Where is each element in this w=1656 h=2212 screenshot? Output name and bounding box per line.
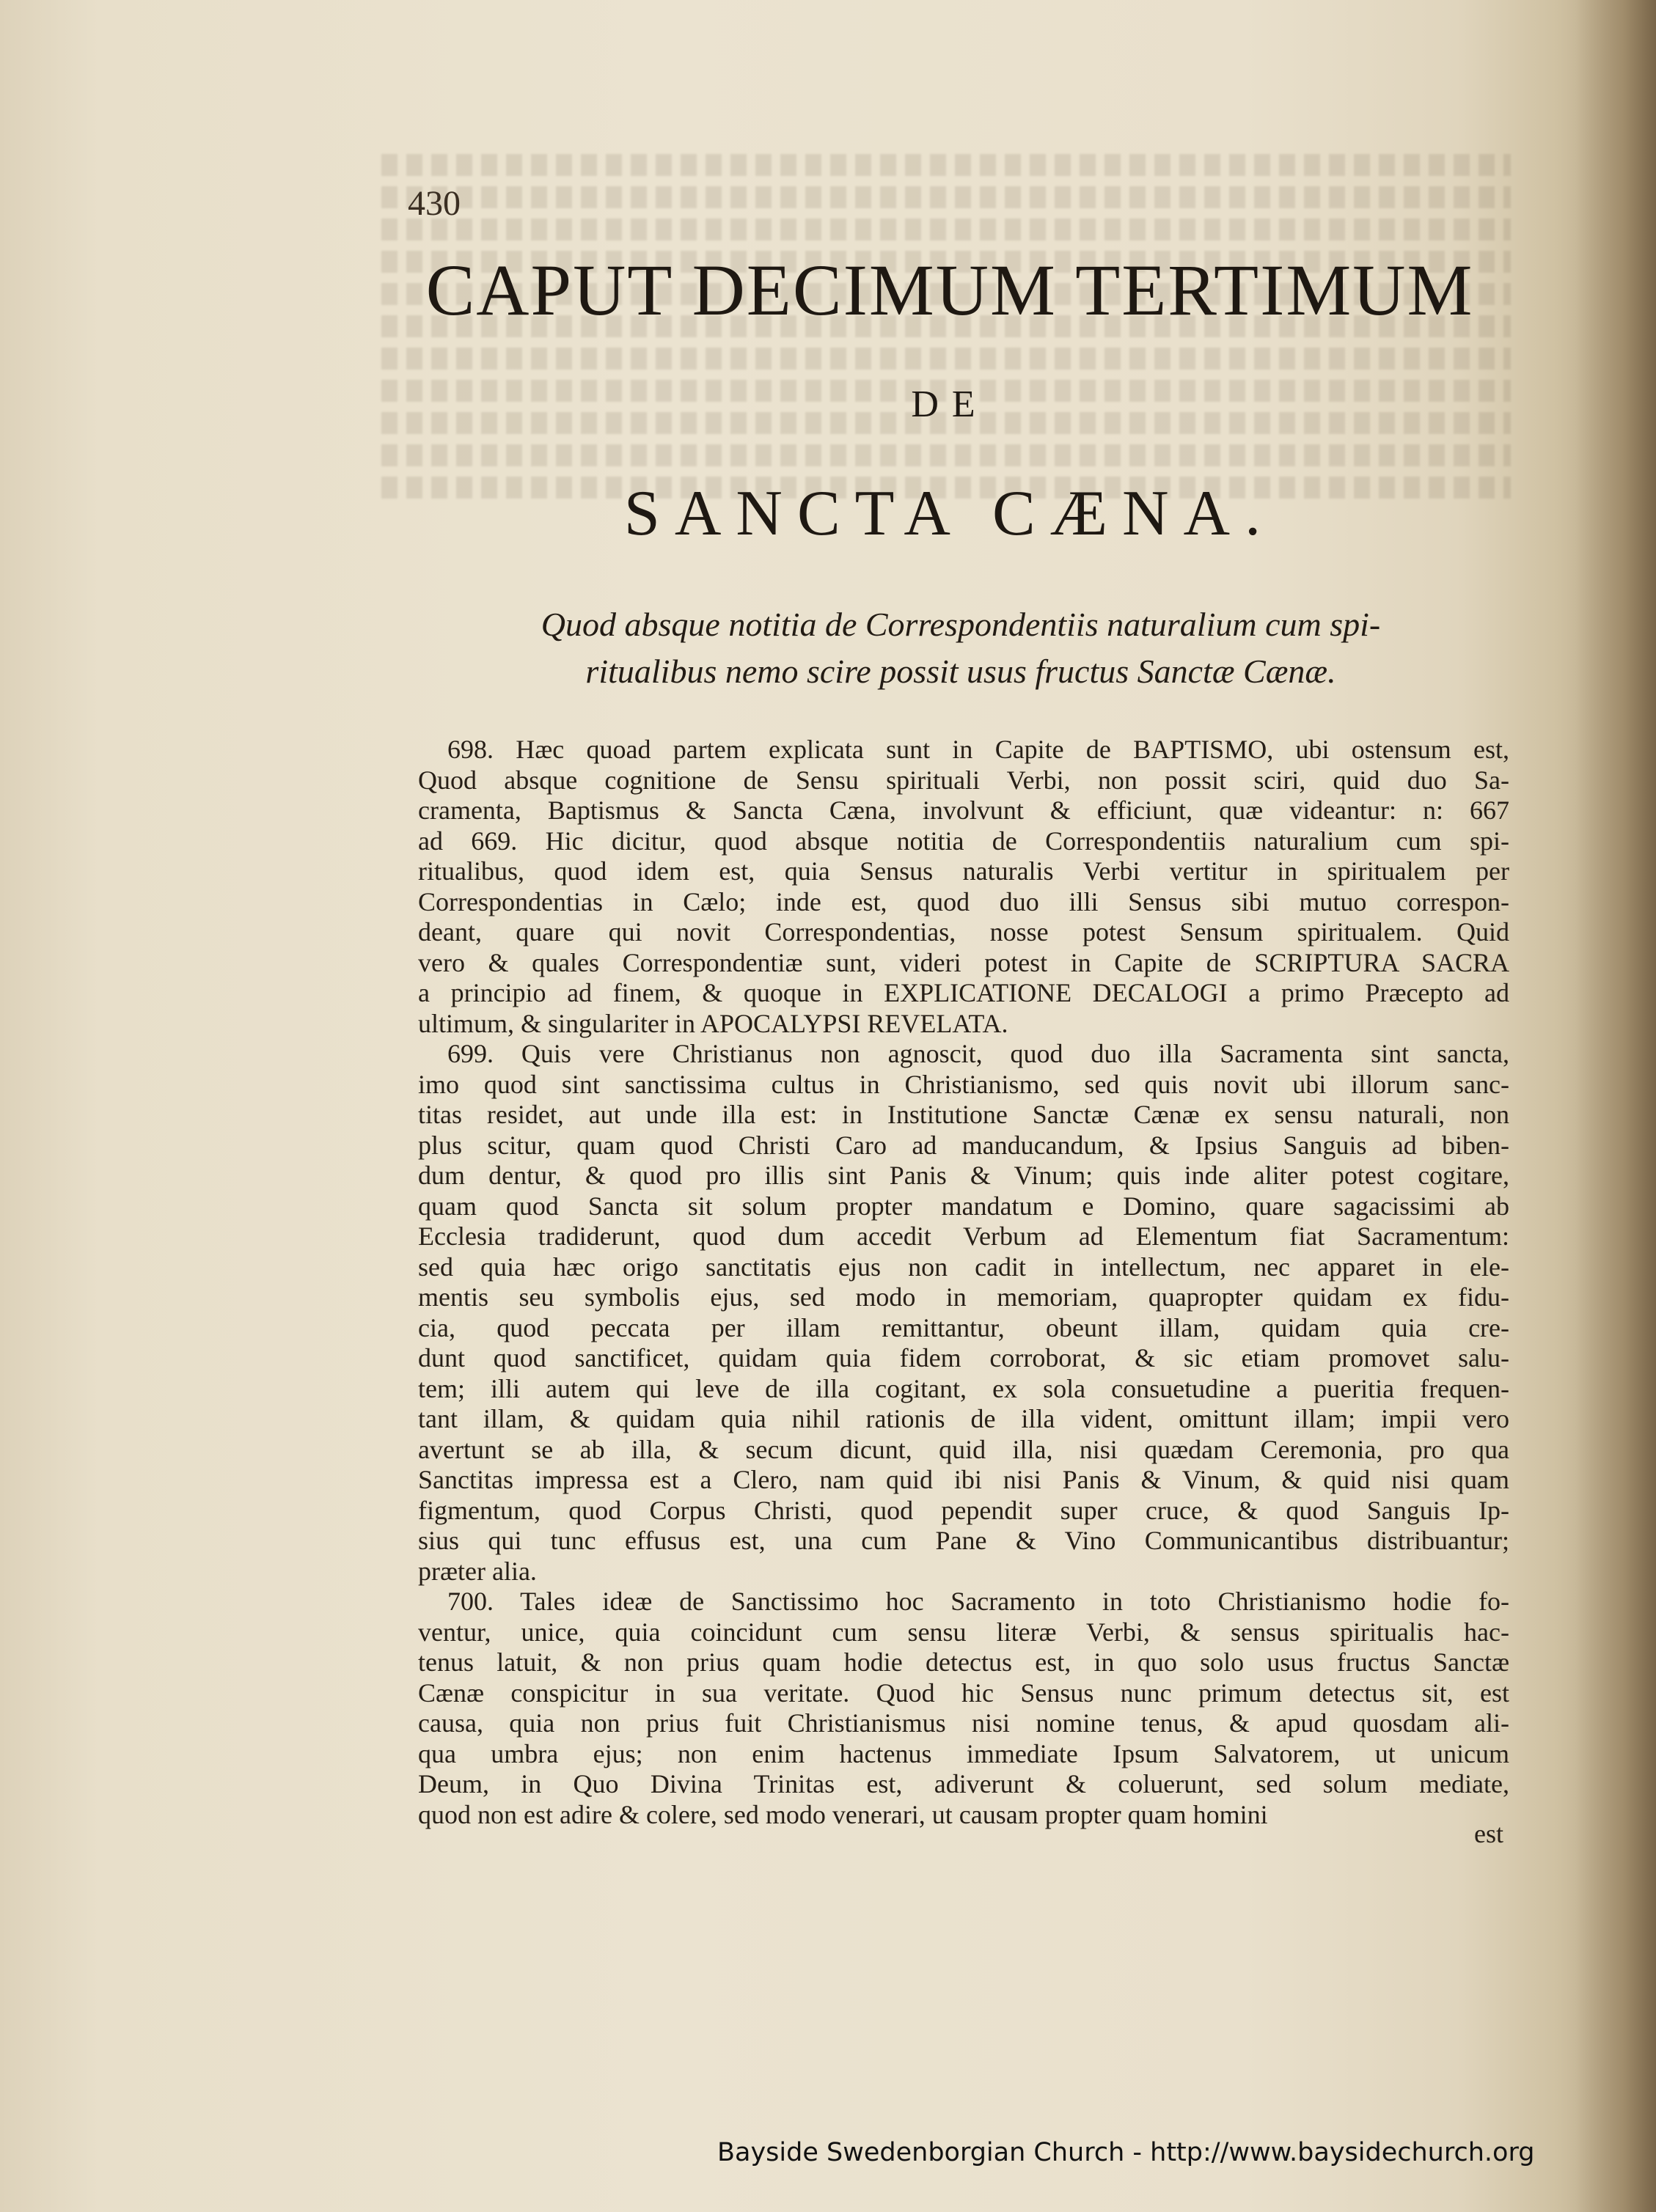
- text-line: tem; illi autem qui leve de illa cogitant, ex sola consuetudine a pueritia frequen-: [418, 1373, 1509, 1403]
- text-line: titas residet, aut unde illa est: in Institutione Sanctæ Cænæ ex sensu naturali, non: [418, 1100, 1509, 1129]
- text-line: 699. Quis vere Christianus non agnoscit, quod duo illa Sacramenta sint sancta,: [447, 1039, 1509, 1068]
- text-line: præter alia.: [418, 1556, 537, 1586]
- chapter-lemma: [425, 601, 1496, 695]
- text-line: Ecclesia tradiderunt, quod dum accedit Verbum ad Elementum fiat Sacramentum:: [418, 1221, 1509, 1251]
- paragraph: [418, 1587, 1509, 1830]
- text-line: Deum, in Quo Divina Trinitas est, adiverunt & coluerunt, sed solum mediate,: [418, 1769, 1509, 1798]
- text-line: qua umbra ejus; non enim hactenus immediate Ipsum Salvatorem, ut unicum: [418, 1738, 1509, 1768]
- text-line: 698. Hæc quoad partem explicata sunt in Capite de BAPTISMO, ubi ostensum est,: [447, 735, 1509, 764]
- text-line: Quod absque cognitione de Sensu spirituali Verbi, non possit sciri, quid duo Sa-: [418, 765, 1509, 795]
- chapter-subject: SANCTA CÆNA.: [623, 478, 1276, 549]
- text-line: imo quod sint sanctissima cultus in Christianismo, sed quis novit ubi illorum sanc-: [418, 1069, 1509, 1099]
- text-line: ritualibus, quod idem est, quia Sensus naturalis Verbi vertitur in spiritualem per: [418, 856, 1509, 886]
- page-number: 430: [408, 184, 461, 223]
- text-line: deant, quare qui novit Correspondentias, nosse potest Sensum spiritualem. Quid: [418, 917, 1509, 947]
- lemma-line: ritualibus nemo scire possit usus fructus Sanctæ Cænæ.: [585, 653, 1336, 690]
- text-line: a principio ad finem, & quoque in EXPLICATIONE DECALOGI a primo Præcepto ad: [418, 978, 1509, 1007]
- text-line: ad 669. Hic dicitur, quod absque notitia de Correspondentiis naturalium cum spi-: [418, 826, 1509, 856]
- text-line: sius qui tunc effusus est, una cum Pane & Vino Communicantibus distribuantur;: [418, 1526, 1509, 1555]
- paragraph: [418, 1039, 1509, 1587]
- text-line: sed quia hæc origo sanctitatis ejus non cadit in intellectum, nec apparet in ele-: [418, 1252, 1509, 1282]
- gutter-shadow: [1575, 0, 1656, 2212]
- text-line: 700. Tales ideæ de Sanctissimo hoc Sacramento in toto Christianismo hodie fo-: [447, 1587, 1509, 1616]
- text-line: causa, quia non prius fuit Christianismus nisi nomine tenus, & apud quosdam ali-: [418, 1708, 1509, 1738]
- text-line: cia, quod peccata per illam remittantur, obeunt illam, quidam quia cre-: [418, 1312, 1509, 1342]
- text-line: avertunt se ab illa, & secum dicunt, quid illa, nisi quædam Ceremonia, pro qua: [418, 1434, 1509, 1464]
- body-text: [418, 735, 1509, 1830]
- text-line: Sanctitas impressa est a Clero, nam quid ibi nisi Panis & Vinum, & quid nisi quam: [418, 1465, 1509, 1494]
- text-line: dum dentur, & quod pro illis sint Panis & Vinum; quis inde aliter potest cogitare,: [418, 1161, 1509, 1190]
- text-line: figmentum, quod Corpus Christi, quod pependit super cruce, & quod Sanguis Ip-: [418, 1495, 1509, 1525]
- text-line: Cænæ conspicitur in sua veritate. Quod hic Sensus nunc primum detectus sit, est: [418, 1678, 1509, 1708]
- text-line: quam quod Sancta sit solum propter mandatum e Domino, quare sagacissimi ab: [418, 1191, 1509, 1221]
- text-line: quod non est adire & colere, sed modo venerari, ut causam propter quam homini: [418, 1799, 1268, 1829]
- text-line: cramenta, Baptismus & Sancta Cæna, involvunt & efficiunt, quæ videantur: n: 667: [418, 795, 1509, 825]
- text-line: tant illam, & quidam quia nihil rationis de illa vident, omittunt illam; impii vero: [418, 1404, 1509, 1433]
- text-line: vero & quales Correspondentiæ sunt, videri potest in Capite de SCRIPTURA SACRA: [418, 947, 1509, 977]
- text-line: ventur, unice, quia coincidunt cum sensu literæ Verbi, & sensus spiritualis hac-: [418, 1617, 1509, 1647]
- text-line: plus scitur, quam quod Christi Caro ad manducandum, & Ipsius Sanguis ad biben-: [418, 1130, 1509, 1160]
- paragraph: [418, 735, 1509, 1039]
- chapter-title: CAPUT DECIMUM TERTIMUM: [425, 249, 1474, 331]
- text-line: dunt quod sanctificet, quidam quia fidem corroborat, & sic etiam promovet salu-: [418, 1343, 1509, 1373]
- text-line: Correspondentias in Cælo; inde est, quod duo illi Sensus sibi mutuo correspon-: [418, 886, 1509, 916]
- chapter-preposition: DE: [911, 383, 989, 425]
- text-line: ultimum, & singulariter in APOCALYPSI REVELATA.: [418, 1008, 1008, 1038]
- catchword: est: [1474, 1819, 1503, 1848]
- text-line: tenus latuit, & non prius quam hodie detectus est, in quo solo usus fructus Sanctæ: [418, 1647, 1509, 1677]
- text-line: mentis seu symbolis ejus, sed modo in memoriam, quapropter quidam ex fidu-: [418, 1282, 1509, 1312]
- footer-credit: Bayside Swedenborgian Church - http://www.baysidechurch.org: [717, 2138, 1535, 2167]
- lemma-line: Quod absque notitia de Correspondentiis naturalium cum spi-: [541, 606, 1381, 643]
